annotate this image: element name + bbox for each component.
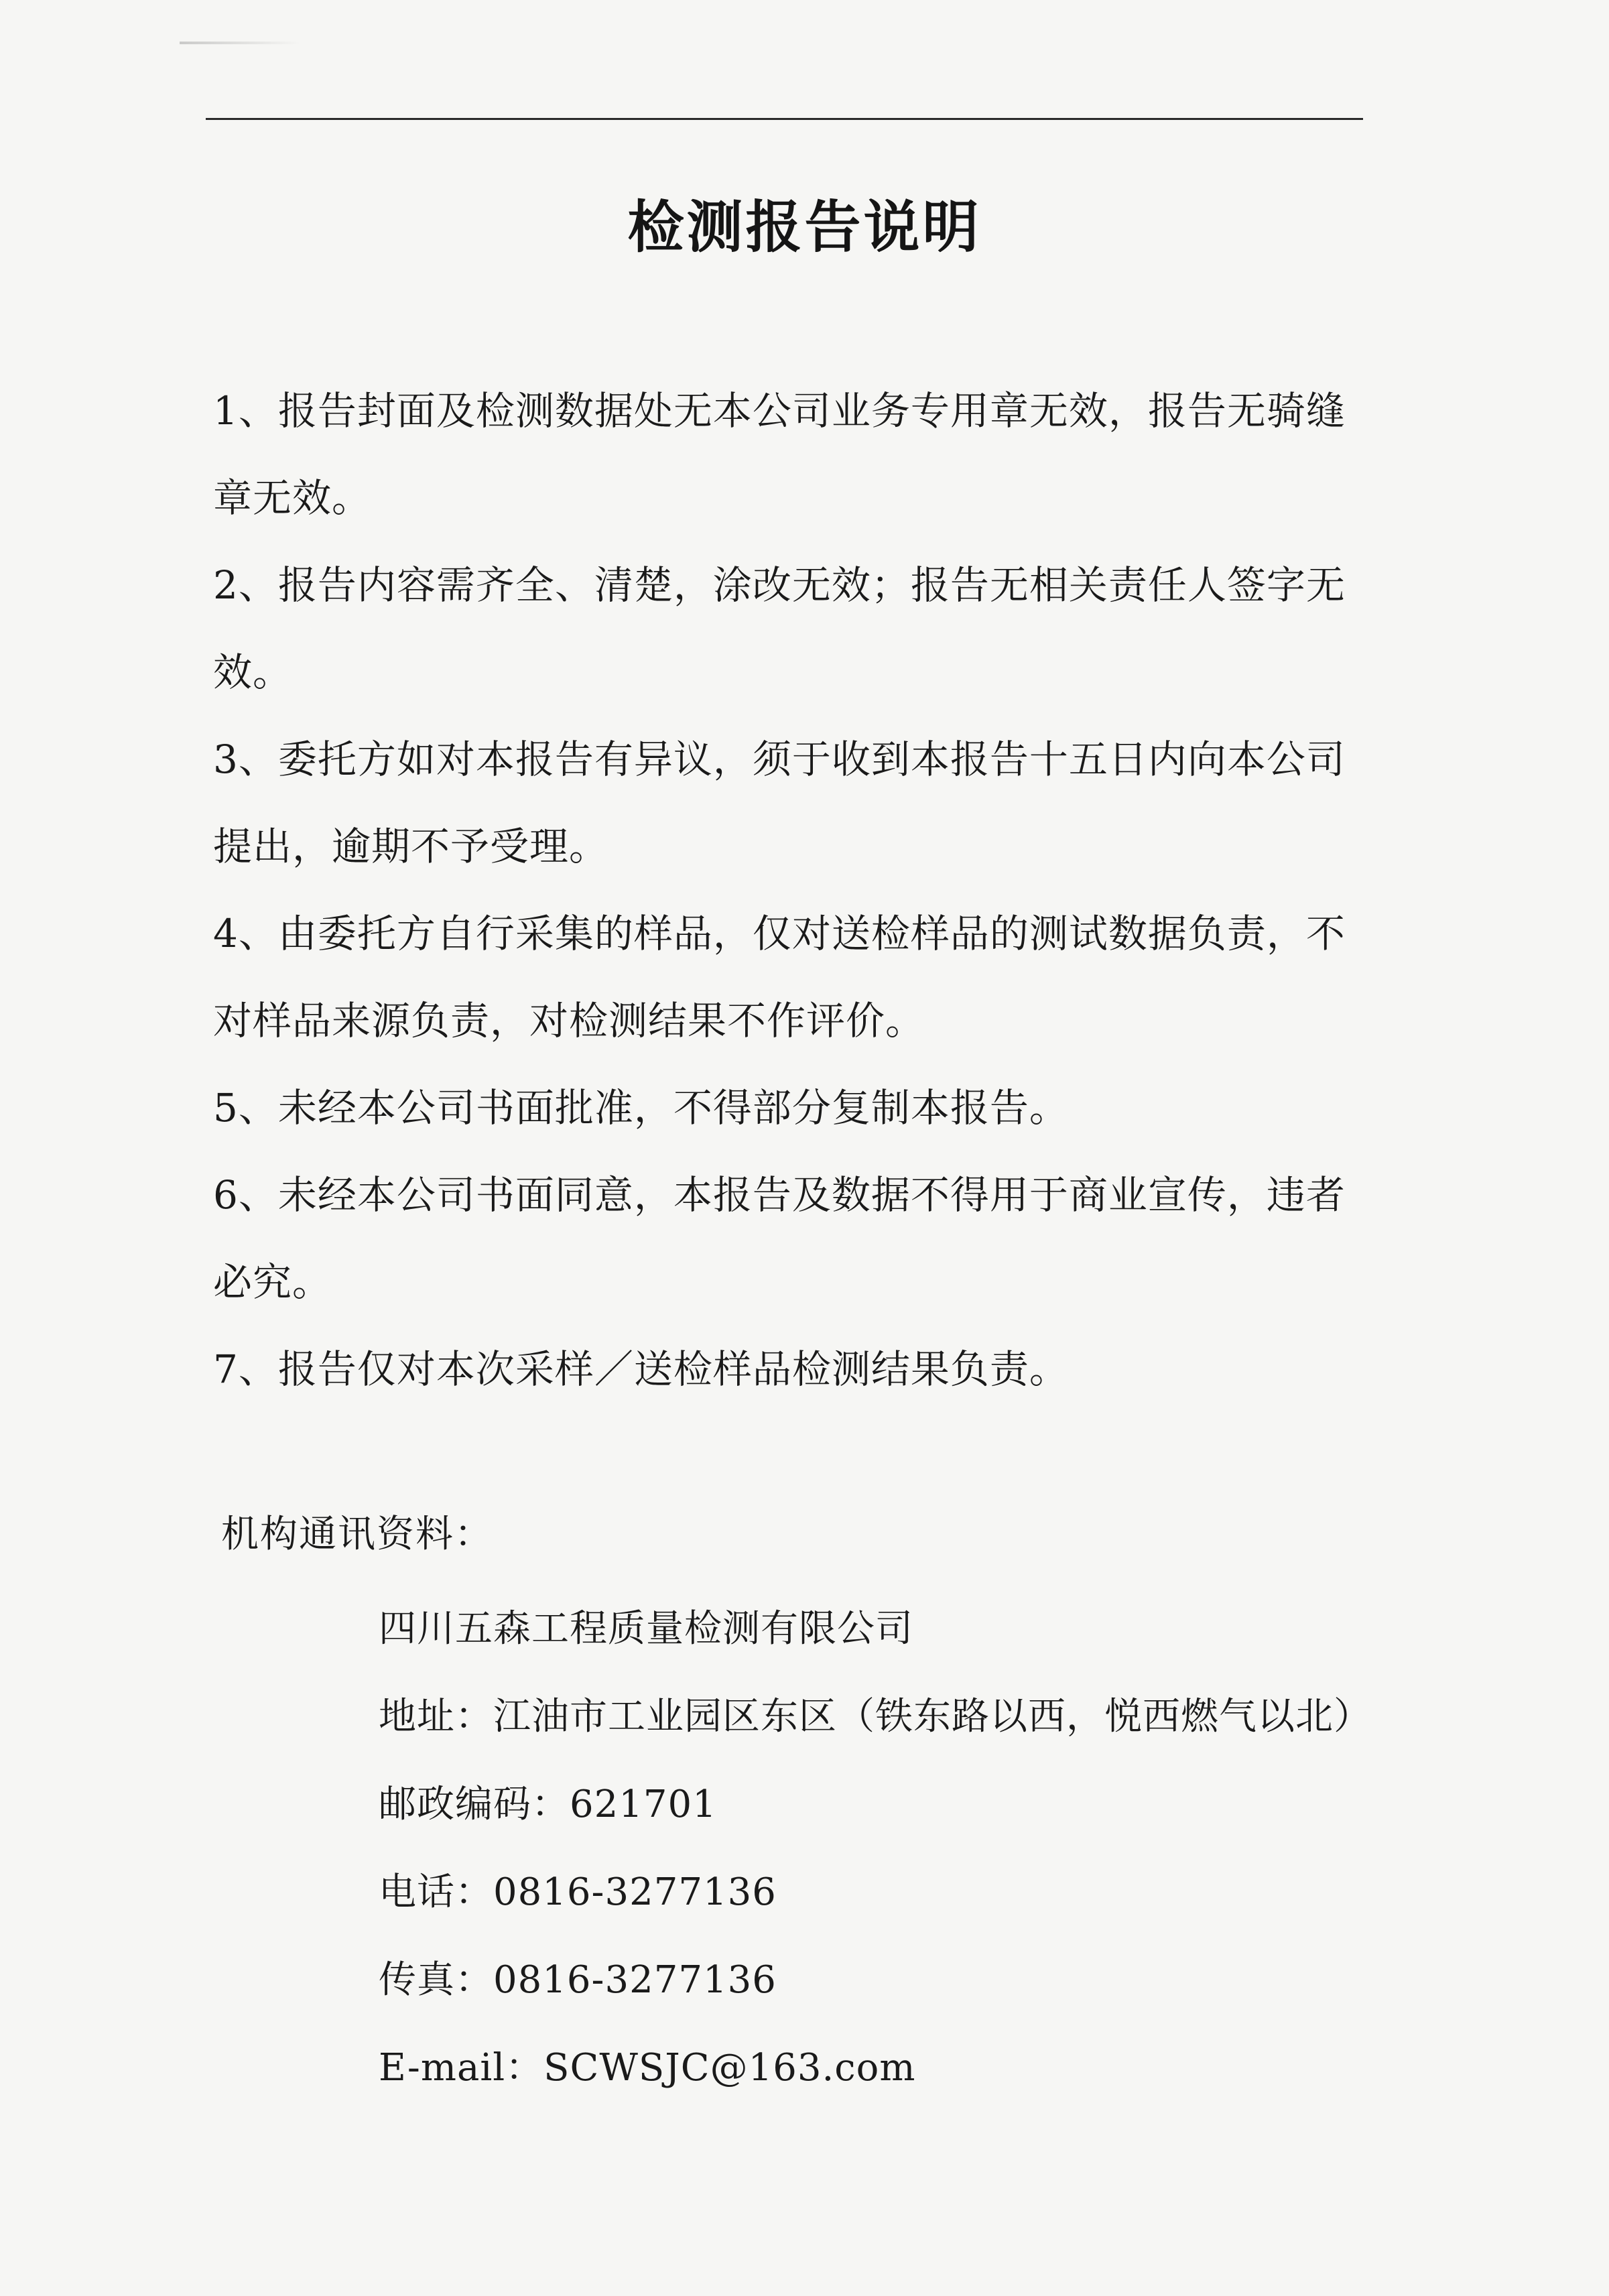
contact-block <box>379 1585 1372 2112</box>
contact-fax: 传真：0816-3277136 <box>379 1958 777 2002</box>
note-item: 7、报告仅对本次采样／送检样品检测结果负责。 <box>213 1346 1069 1392</box>
note-item: 4、由委托方自行采集的样品，仅对送检样品的测试数据负责，不对样品来源负责，对检测结果不作评价。 <box>213 911 1346 1043</box>
note-item: 5、未经本公司书面批准，不得部分复制本报告。 <box>213 1085 1069 1131</box>
contact-postcode: 邮政编码：621701 <box>379 1783 717 1826</box>
company-name: 四川五森工程质量检测有限公司 <box>379 1607 913 1651</box>
notes-list <box>213 367 1366 1413</box>
note-item: 3、委托方如对本报告有异议，须于收到本报告十五日内向本公司提出，逾期不予受理。 <box>213 737 1346 869</box>
contact-address: 地址：江油市工业园区东区（铁东路以西，悦西燃气以北） <box>379 1695 1372 1738</box>
note-item: 6、未经本公司书面同意，本报告及数据不得用于商业宣传，违者必究。 <box>213 1172 1346 1305</box>
contact-email: E-mail：SCWSJC@163.com <box>379 2046 916 2090</box>
contact-phone: 电话：0816-3277136 <box>379 1870 777 1914</box>
contact-heading: 机构通讯资料： <box>221 1513 493 1556</box>
note-item: 1、报告封面及检测数据处无本公司业务专用章无效，报告无骑缝章无效。 <box>213 388 1346 521</box>
scan-artifact <box>180 42 300 44</box>
note-item: 2、报告内容需齐全、清楚，涂改无效；报告无相关责任人签字无效。 <box>213 562 1346 695</box>
header-rule <box>206 118 1363 120</box>
page-title: 检测报告说明 <box>627 194 982 260</box>
